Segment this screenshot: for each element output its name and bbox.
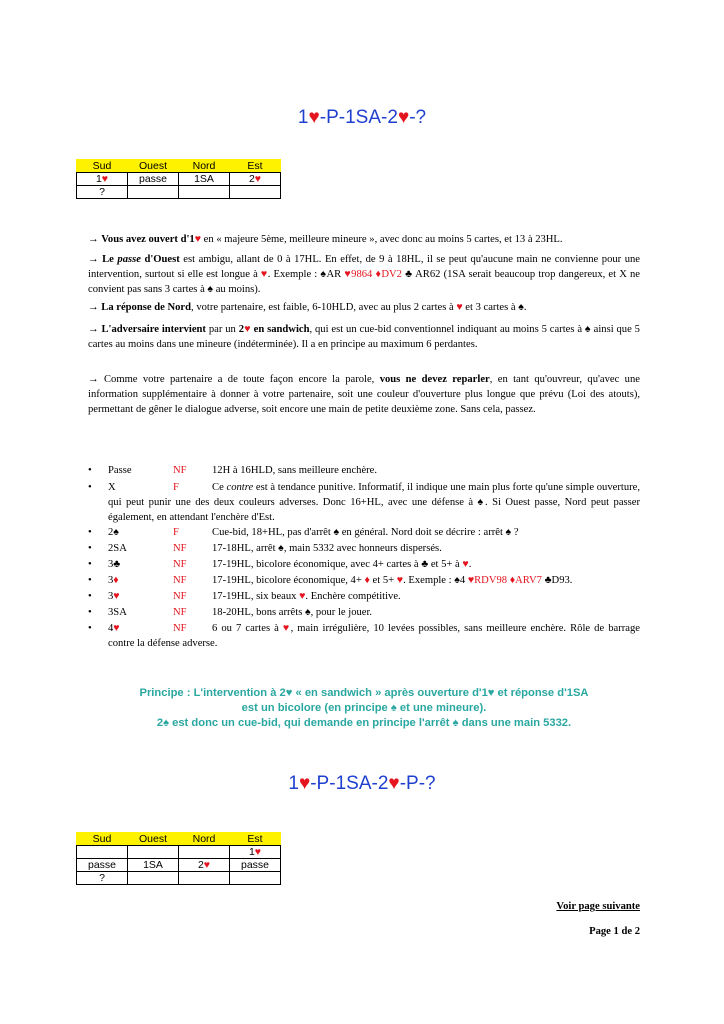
header-ouest: Ouest bbox=[128, 160, 179, 173]
principe-box bbox=[88, 686, 640, 731]
bid-cell bbox=[179, 872, 230, 885]
bid-cell bbox=[179, 846, 230, 859]
title-1: 1♥-P-1SA-2♥-? bbox=[297, 107, 427, 128]
list-item: • 2SA NF 17-18HL, arrêt ♠, main 5332 avec honneurs dispersés. bbox=[88, 543, 442, 554]
list-item: • Passe NF 12H à 16HLD, sans meilleure enchère. bbox=[88, 465, 378, 476]
list-item: • 3SA NF 18-20HL, bons arrêts ♠, pour le jouer. bbox=[88, 607, 373, 618]
paragraph-ouverture: → Vous avez ouvert d'1♥ en « majeure 5ème, meilleure mineure », avec donc au moins 5 cartes, et 13 à 23HL. bbox=[88, 234, 563, 245]
principe-line: Principe : L'intervention à 2♥ « en sandwich » après ouverture d'1♥ et réponse d'1SA bbox=[139, 687, 589, 699]
bid-cell: 1♥ bbox=[77, 173, 128, 186]
bid-cell: 1♥ bbox=[230, 846, 281, 859]
paragraph-reponse-nord: → La réponse de Nord, votre partenaire, est faible, 6-10HLD, avec au plus 2 cartes à ♥ et 3 cartes à ♠. bbox=[88, 302, 527, 313]
paragraph-intervention: → L'adversaire intervient par un 2♥ en sandwich, qui est un cue-bid conventionnel indiquant au moins 5 cartes à ♠ ainsi que 5 cartes au moins dans une mineure (indéterminée). Il a en principe au maximum 6 perdantes. bbox=[88, 324, 640, 350]
suit-icon: ♥ bbox=[254, 846, 262, 858]
page-title bbox=[0, 107, 724, 129]
bid-cell: ? bbox=[77, 186, 128, 199]
suit-icon: ♥ bbox=[397, 107, 410, 128]
header-est: Est bbox=[230, 160, 281, 173]
title-2: 1♥-P-1SA-2♥-P-? bbox=[288, 773, 436, 794]
page-number: Page 1 de 2 bbox=[589, 926, 640, 937]
bid-cell: passe bbox=[77, 859, 128, 872]
principe-line: 2♠ est donc un cue-bid, qui demande en principe l'arrêt ♠ dans une main 5332. bbox=[156, 717, 572, 729]
bid-cell bbox=[230, 872, 281, 885]
bid-cell: ? bbox=[77, 872, 128, 885]
list-item: • 3♣ NF 17-19HL, bicolore économique, avec 4+ cartes à ♣ et 5+ à ♥. bbox=[88, 559, 472, 570]
list-item: • 3♥ NF 17-19HL, six beaux ♥. Enchère compétitive. bbox=[88, 591, 401, 602]
bid-cell: 2♥ bbox=[230, 173, 281, 186]
paragraph-reparler: → Comme votre partenaire a de toute façon encore la parole, vous ne devez reparler, en tant qu'ouvreur, qu'avec une information supplémentaire à donner à votre partenaire, soit une couleur d'ouverture plus longue que prévu (Loi des atouts), permettant de gêner le dialogue adverse, soit encore une main de petite deuxième zone. Sans cela, passez. bbox=[88, 374, 640, 415]
bid-cell bbox=[128, 186, 179, 199]
list-item: • 2♠ F Cue-bid, 18+HL, pas d'arrêt ♠ en général. Nord doit se décrire : arrêt ♠ ? bbox=[88, 527, 519, 538]
header-sud: Sud bbox=[77, 160, 128, 173]
bid-cell: passe bbox=[230, 859, 281, 872]
bid-cell bbox=[77, 846, 128, 859]
bid-cell: 1SA bbox=[128, 859, 179, 872]
bidding-table-2 bbox=[76, 832, 281, 885]
bid-cell bbox=[128, 846, 179, 859]
list-item: • 3♦ NF 17-19HL, bicolore économique, 4+ ♦ et 5+ ♥. Exemple : ♠4 ♥RDV98 ♦ARV7 ♣D93. bbox=[88, 575, 573, 586]
suit-icon: ♥ bbox=[298, 773, 311, 794]
principe-line: est un bicolore (en principe ♠ et une mineure). bbox=[241, 702, 487, 714]
next-page-link[interactable]: Voir page suivante bbox=[556, 901, 640, 912]
bid-cell: 1SA bbox=[179, 173, 230, 186]
bid-cell: 2♥ bbox=[179, 859, 230, 872]
header-nord: Nord bbox=[179, 833, 230, 846]
bid-cell bbox=[128, 872, 179, 885]
suit-icon: ♥ bbox=[254, 173, 262, 185]
paragraph-passe-ouest: → Le passe d'Ouest est ambigu, allant de 0 à 17HL. En effet, de 9 à 18HL, il se peut qu'aucune main ne convienne pour une intervention, surtout si elle est longue à ♥. Exemple : ♠AR ♥9864 ♦DV2 ♣ AR62 (1SA serait beaucoup trop dangereux, et X ne convient pas sans 3 cartes à ♠ au moins). bbox=[88, 254, 641, 295]
suit-icon: ♥ bbox=[101, 173, 109, 185]
suit-icon: ♥ bbox=[203, 859, 211, 871]
list-item: • 4♥ NF 6 ou 7 cartes à ♥, main irrégulière, 10 levées possibles, sans meilleure enchère. Rôle de barrage contre la défense adverse. bbox=[88, 623, 640, 649]
bid-cell: passe bbox=[128, 173, 179, 186]
bidding-table-1 bbox=[76, 159, 281, 199]
suit-icon: ♥ bbox=[308, 107, 320, 128]
section-title bbox=[0, 773, 724, 795]
list-item: • X F Ce contre est à tendance punitive. Informatif, il indique une main plus forte qu'une simple ouverture, qui peut punir une des deux couleurs adverses. Donc 16+HL, avec une défense à ♠. Si Ouest passe, Nord peut passer également, en attendant l'enchère d'Est. bbox=[88, 482, 641, 523]
header-ouest: Ouest bbox=[128, 833, 179, 846]
bid-cell bbox=[230, 186, 281, 199]
header-nord: Nord bbox=[179, 160, 230, 173]
bid-cell bbox=[179, 186, 230, 199]
suit-icon: ♥ bbox=[388, 773, 400, 794]
header-sud: Sud bbox=[77, 833, 128, 846]
header-est: Est bbox=[230, 833, 281, 846]
